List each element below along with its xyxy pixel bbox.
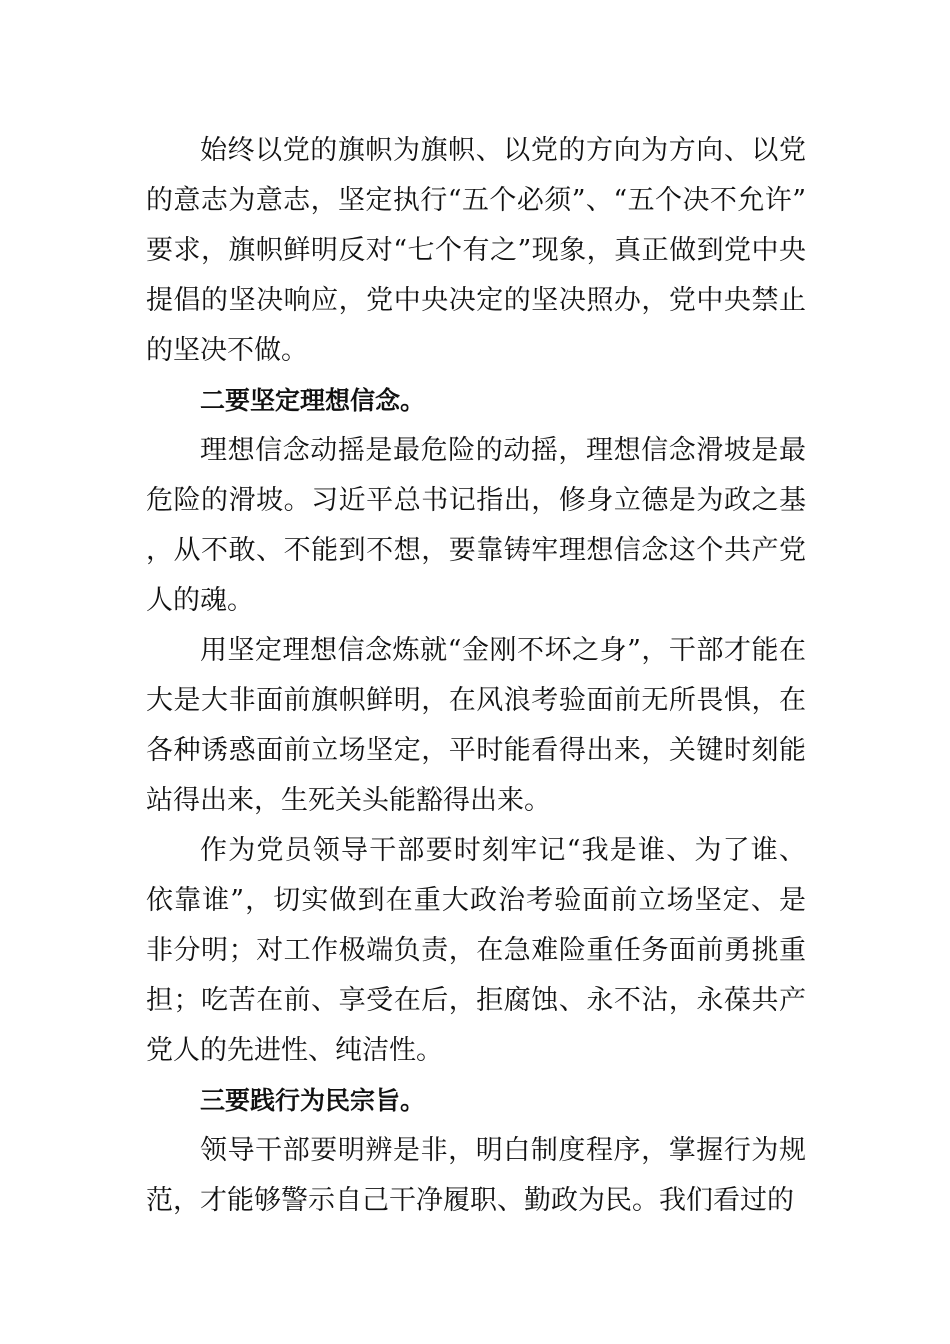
paragraph-ideals-danger: 理想信念动摇是最危险的动摇，理想信念滑坡是最危险的滑坡。习近平总书记指出，修身立德是为政之基，从不敢、不能到不想，要靠铸牢理想信念这个共产党人的魂。 — [146, 435, 806, 616]
section-heading-serve-people: 三要践行为民宗旨。 — [200, 1086, 426, 1115]
section-heading-ideals: 二要坚定理想信念。 — [200, 386, 426, 415]
paragraph-who-am-i: 作为党员领导干部要时刻牢记“我是谁、为了谁、依靠谁”，切实做到在重大政治考验面前立场坚定、是非分明；对工作极端负责，在急难险重任务面前勇挑重担；吃苦在前、享受在后，拒腐蚀、永不沾，永葆共产党人的先进性、纯洁性。 — [146, 835, 806, 1066]
paragraph-diamond-body: 用坚定理想信念炼就“金刚不坏之身”，干部才能在大是大非面前旗帜鲜明，在风浪考验面前无所畏惧，在各种诱惑面前立场坚定，平时能看得出来，关键时刻能站得出来，生死关头能豁得出来。 — [146, 635, 806, 816]
paragraph-distinguish-right-wrong: 领导干部要明辨是非，明白制度程序，掌握行为规范，才能够警示自己干净履职、勤政为民。我们看过的 — [146, 1135, 806, 1216]
paragraph-party-banner: 始终以党的旗帜为旗帜、以党的方向为方向、以党的意志为意志，坚定执行“五个必须”、“五个决不允许”要求，旗帜鲜明反对“七个有之”现象，真正做到党中央提倡的坚决响应，党中央决定的坚决照办，党中央禁止的坚决不做。 — [146, 135, 806, 366]
document-body — [146, 126, 806, 1226]
